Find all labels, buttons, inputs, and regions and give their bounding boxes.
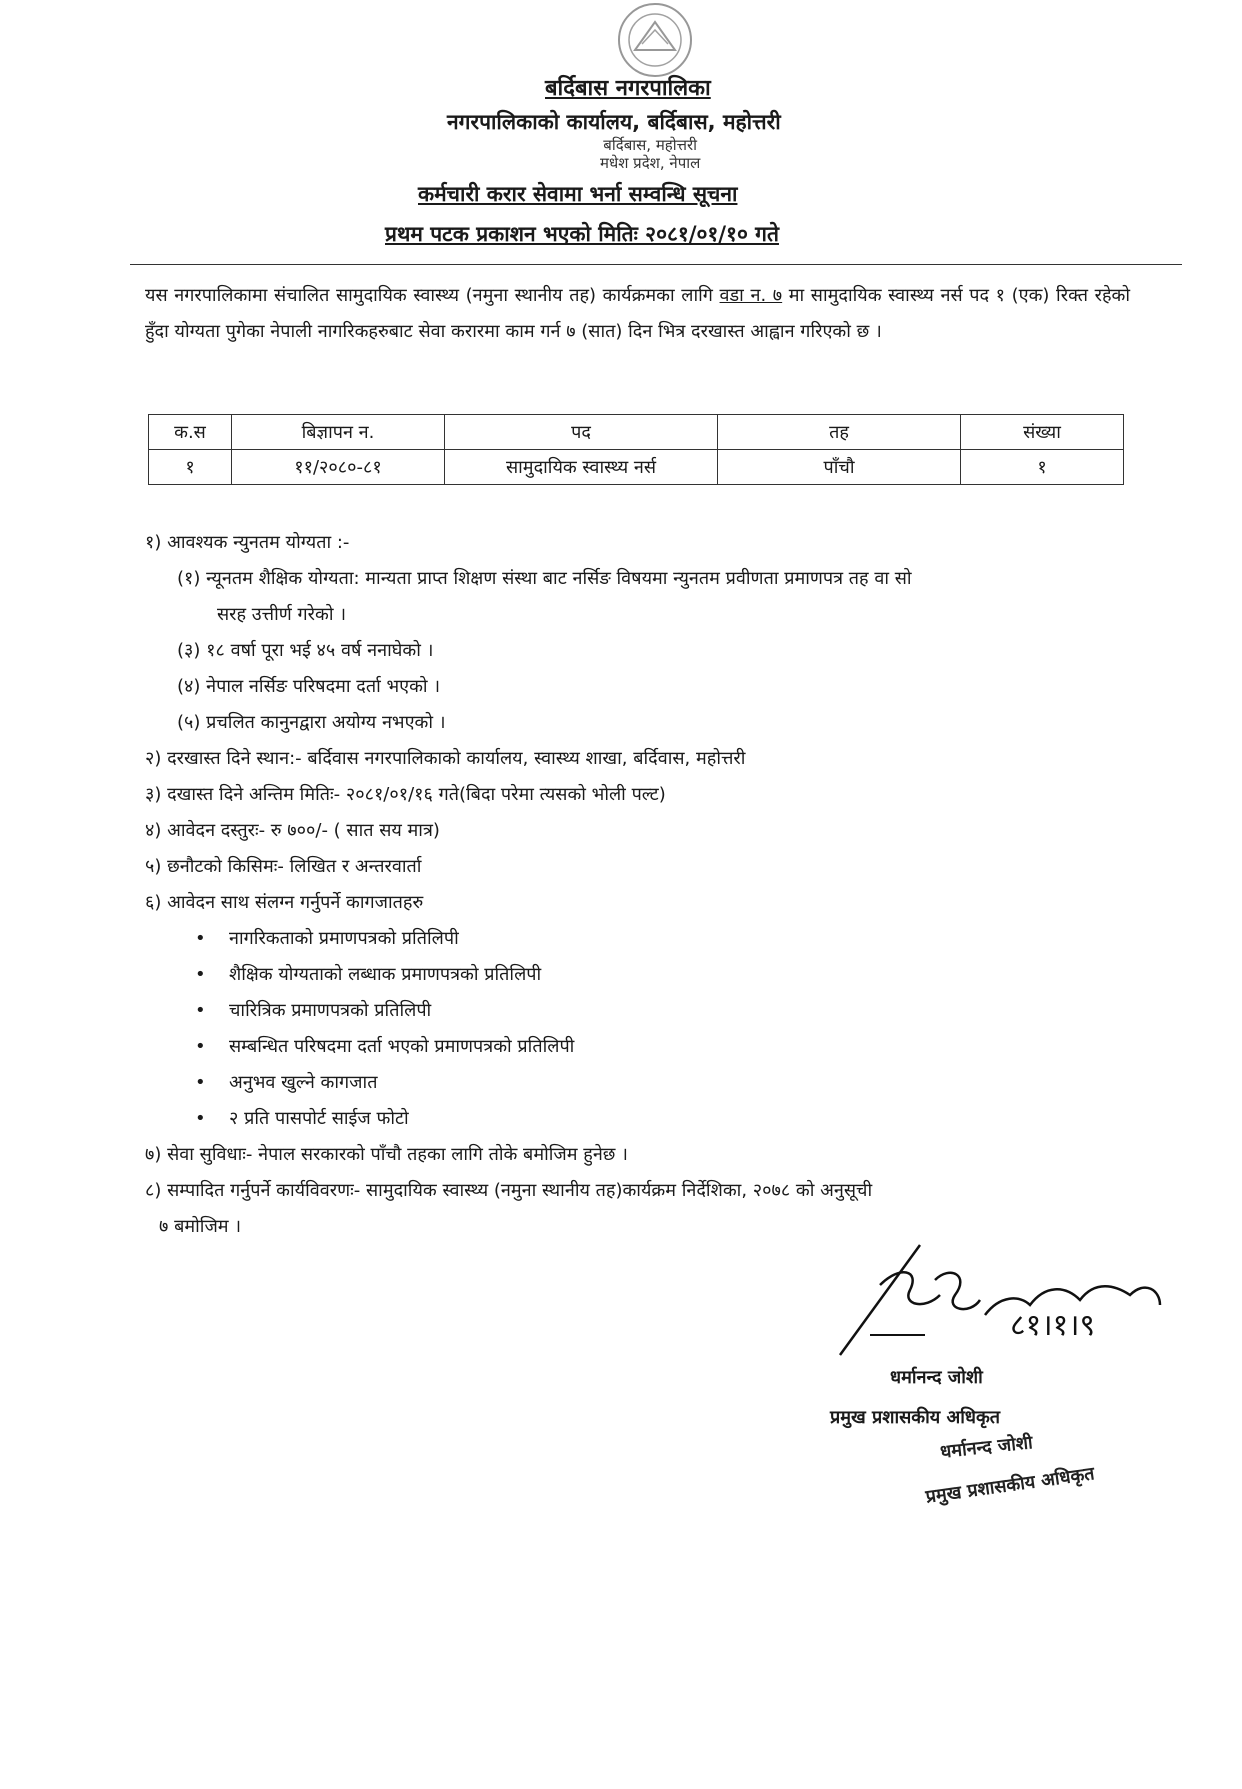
table-header-row bbox=[149, 415, 1124, 450]
municipality-name: बर्दिबास नगरपालिका bbox=[545, 76, 711, 101]
vacancy-table bbox=[148, 414, 1124, 485]
table-header: क.स bbox=[149, 415, 232, 450]
req-1d: (५) प्रचलित कानुनद्वारा अयोग्य नभएको । bbox=[177, 712, 446, 733]
req-8: ८) सम्पादित गर्नुपर्ने कार्यविवरणः- सामुदायिक स्वास्थ्य (नमुना स्थानीय तह)कार्यक्रम निर्देशिका, २०७८ को अनुसूची bbox=[145, 1180, 873, 1201]
req-2: २) दरखास्त दिने स्थान:- बर्दिवास नगरपालिकाको कार्यालय, स्वास्थ्य शाखा, बर्दिवास, महोत्तरी bbox=[145, 748, 746, 769]
intro-part-1: यस नगरपालिकामा संचालित सामुदायिक स्वास्थ्य (नमुना स्थानीय तह) कार्यक्रमका लागि bbox=[145, 285, 720, 306]
intro-ward: वडा न. ७ bbox=[719, 285, 783, 306]
list-item: • चारित्रिक प्रमाणपत्रको प्रतिलिपी bbox=[195, 993, 1135, 1029]
table-header: तह bbox=[718, 415, 961, 450]
table-header: बिज्ञापन न. bbox=[232, 415, 445, 450]
table-cell: पाँचौ bbox=[718, 450, 961, 485]
intro-part-2: मा सामुदायिक स्वास्थ्य नर्स पद १ (एक) रिक्त रहेको हुँदा योग्यता पुगेका नेपाली नागरिकहरुबाट सेवा करारमा काम गर्न ७ (सात) दिन भित्र दरखास्त आह्वान गरिएको छ । bbox=[145, 285, 1130, 342]
notice-title: कर्मचारी करार सेवामा भर्ना सम्वन्धि सूचना bbox=[418, 182, 738, 206]
office-name: नगरपालिकाको कार्यालय, बर्दिबास, महोत्तरी bbox=[447, 110, 781, 134]
list-item: • २ प्रति पासपोर्ट साईज फोटो bbox=[195, 1101, 1135, 1137]
header-divider bbox=[130, 264, 1182, 265]
list-item: • शैक्षिक योग्यताको लब्धाक प्रमाणपत्रको प्रतिलिपी bbox=[195, 957, 1135, 993]
stamp-line-1: बर्दिबास, महोत्तरी bbox=[603, 136, 698, 154]
table-header: संख्या bbox=[961, 415, 1124, 450]
table-cell: १ bbox=[961, 450, 1124, 485]
req-7: ७) सेवा सुविधाः- नेपाल सरकारको पाँचौ तहका लागि तोके बमोजिम हुनेछ । bbox=[145, 1144, 628, 1165]
table-cell: सामुदायिक स्वास्थ्य नर्स bbox=[445, 450, 718, 485]
req-5: ५) छनौटको किसिमः- लिखित र अन्तरवार्ता bbox=[145, 856, 422, 877]
req-1a: (१) न्यूनतम शैक्षिक योग्यता: मान्यता प्राप्त शिक्षण संस्था बाट नर्सिङ विषयमा न्युनतम प्रवीणता प्रमाणपत्र तह वा सो bbox=[177, 568, 912, 589]
table-row bbox=[149, 450, 1124, 485]
signatory-title: प्रमुख प्रशासकीय अधिकृत bbox=[830, 1407, 1001, 1428]
signatory-name: धर्मानन्द जोशी bbox=[890, 1367, 983, 1388]
list-item: • नागरिकताको प्रमाणपत्रको प्रतिलिपी bbox=[195, 921, 1135, 957]
government-seal-icon bbox=[600, 0, 710, 80]
req-1c: (४) नेपाल नर्सिङ परिषदमा दर्ता भएको । bbox=[177, 676, 441, 697]
intro-paragraph bbox=[145, 278, 1130, 350]
req-4: ४) आवेदन दस्तुरः- रु ७००/- ( सात सय मात्र) bbox=[145, 820, 440, 841]
req-6: ६) आवेदन साथ संलग्न गर्नुपर्ने कागजातहरु bbox=[145, 892, 424, 913]
list-item: • अनुभव खुल्ने कागजात bbox=[195, 1065, 1135, 1101]
office-stamp bbox=[600, 136, 700, 172]
stamp-title: प्रमुख प्रशासकीय अधिकृत bbox=[924, 1463, 1096, 1508]
req-1-title: १) आवश्यक न्युनतम योग्यता :- bbox=[145, 532, 350, 553]
table-cell: ११/२०८०-८१ bbox=[232, 450, 445, 485]
handwritten-signature-icon bbox=[830, 1225, 1170, 1365]
req-1b: (३) १८ वर्षा पूरा भई ४५ वर्ष ननाघेको । bbox=[177, 640, 434, 661]
stamp-line-2: मधेश प्रदेश, नेपाल bbox=[600, 154, 701, 172]
list-item: • सम्बन्धित परिषदमा दर्ता भएको प्रमाणपत्रको प्रतिलिपी bbox=[195, 1029, 1135, 1065]
stamp-name: धर्मानन्द जोशी bbox=[939, 1432, 1034, 1463]
table-cell: १ bbox=[149, 450, 232, 485]
req-3: ३) दखास्त दिने अन्तिम मितिः- २०८१/०१/१६ गते(बिदा परेमा त्यसको भोली पल्ट) bbox=[145, 784, 666, 805]
requirements-list bbox=[145, 525, 1135, 1245]
publish-date: प्रथम पटक प्रकाशन भएको मितिः २०८१/०१/१० गते bbox=[385, 222, 779, 246]
req-1a-cont: सरह उत्तीर्ण गरेको । bbox=[217, 604, 347, 625]
req-8-cont: ७ बमोजिम । bbox=[159, 1216, 242, 1237]
handwritten-date: ८१।१।९ bbox=[1010, 1308, 1096, 1343]
signature-block bbox=[830, 1225, 1170, 1585]
table-header: पद bbox=[445, 415, 718, 450]
